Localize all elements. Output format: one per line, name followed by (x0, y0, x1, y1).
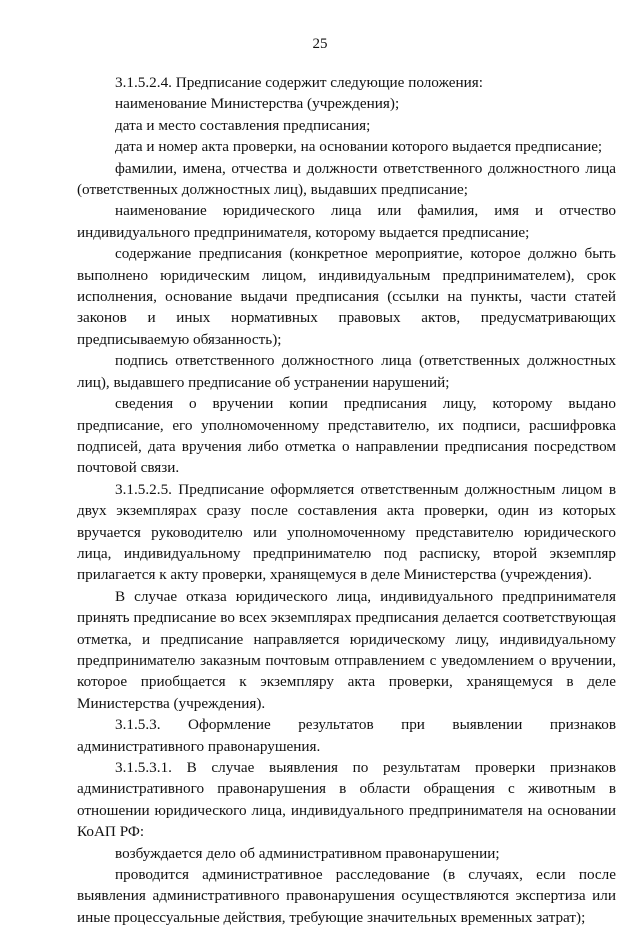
paragraph-3-1-5-3: 3.1.5.3. Оформление результатов при выявлении признаков административного правонарушения. (77, 716, 616, 755)
list-item-case-initiated: возбуждается дело об административном правонарушении; (115, 844, 500, 862)
paragraph-3-1-5-2-5: 3.1.5.2.5. Предписание оформляется ответственным должностным лицом в двух экземплярах сразу после составления акта проверки, один из которых вручается руководителю или уполномоченному представителю юридического лица, индивидуальному предпринимателю под расписку, второй экземпляр прилагается к акту проверки, хранящемуся в деле Министерства (учреждения). (77, 480, 616, 584)
list-item-date-place: дата и место составления предписания; (115, 116, 371, 134)
list-item-entity-name: наименование юридического лица или фамилия, имя и отчество индивидуального предпринимателя, которому выдается предписание; (77, 202, 616, 241)
list-item-ministry-name: наименование Министерства (учреждения); (115, 95, 400, 113)
document-body (77, 72, 616, 928)
list-item-investigation: проводится административное расследование (в случаях, если после выявления административного правонарушения осуществляются экспертиза или иные процессуальные действия, требующие значительных временных затрат); (77, 866, 616, 926)
page-number: 25 (312, 36, 328, 52)
list-item-act-date-number: дата и номер акта проверки, на основании которого выдается предписание; (115, 138, 603, 156)
list-item-signature: подпись ответственного должностного лица (ответственных должностных лиц), выдавшего предписание об устранении нарушений; (77, 352, 616, 391)
list-item-delivery-info: сведения о вручении копии предписания лицу, которому выдано предписание, его уполномоченному представителю, их подписи, расшифровка подписей, дата вручения либо отметка о направлении предписания посредством почтовой связи. (77, 395, 616, 477)
paragraph-3-1-5-2-4: 3.1.5.2.4. Предписание содержит следующие положения: (115, 74, 484, 91)
list-item-official-names: фамилии, имена, отчества и должности ответственного должностного лица (ответственных должностных лиц), выдавших предписание; (77, 159, 616, 199)
paragraph-3-1-5-3-1: 3.1.5.3.1. В случае выявления по результатам проверки признаков административного правонарушения в области обращения с животным в отношении юридического лица, индивидуального предпринимателя на основании КоАП РФ: (77, 759, 616, 841)
paragraph-refusal-case: В случае отказа юридического лица, индивидуального предпринимателя принять предписание во всех экземплярах предписания делается соответствующая отметка, и предписание направляется юридическому лицу, индивидуальному предпринимателю заказным почтовым отправлением с уведомлением о вручении, которое приобщается к экземпляру акта проверки, хранящемуся в деле Министерства (учреждения). (77, 587, 616, 712)
list-item-order-content: содержание предписания (конкретное мероприятие, которое должно быть выполнено юридическим лицом, индивидуальным предпринимателем), срок исполнения, основание выдачи предписания (ссылки на пункты, части статей законов и иных нормативных правовых актов, предусматривающих предписываемую обязанность); (77, 245, 616, 348)
